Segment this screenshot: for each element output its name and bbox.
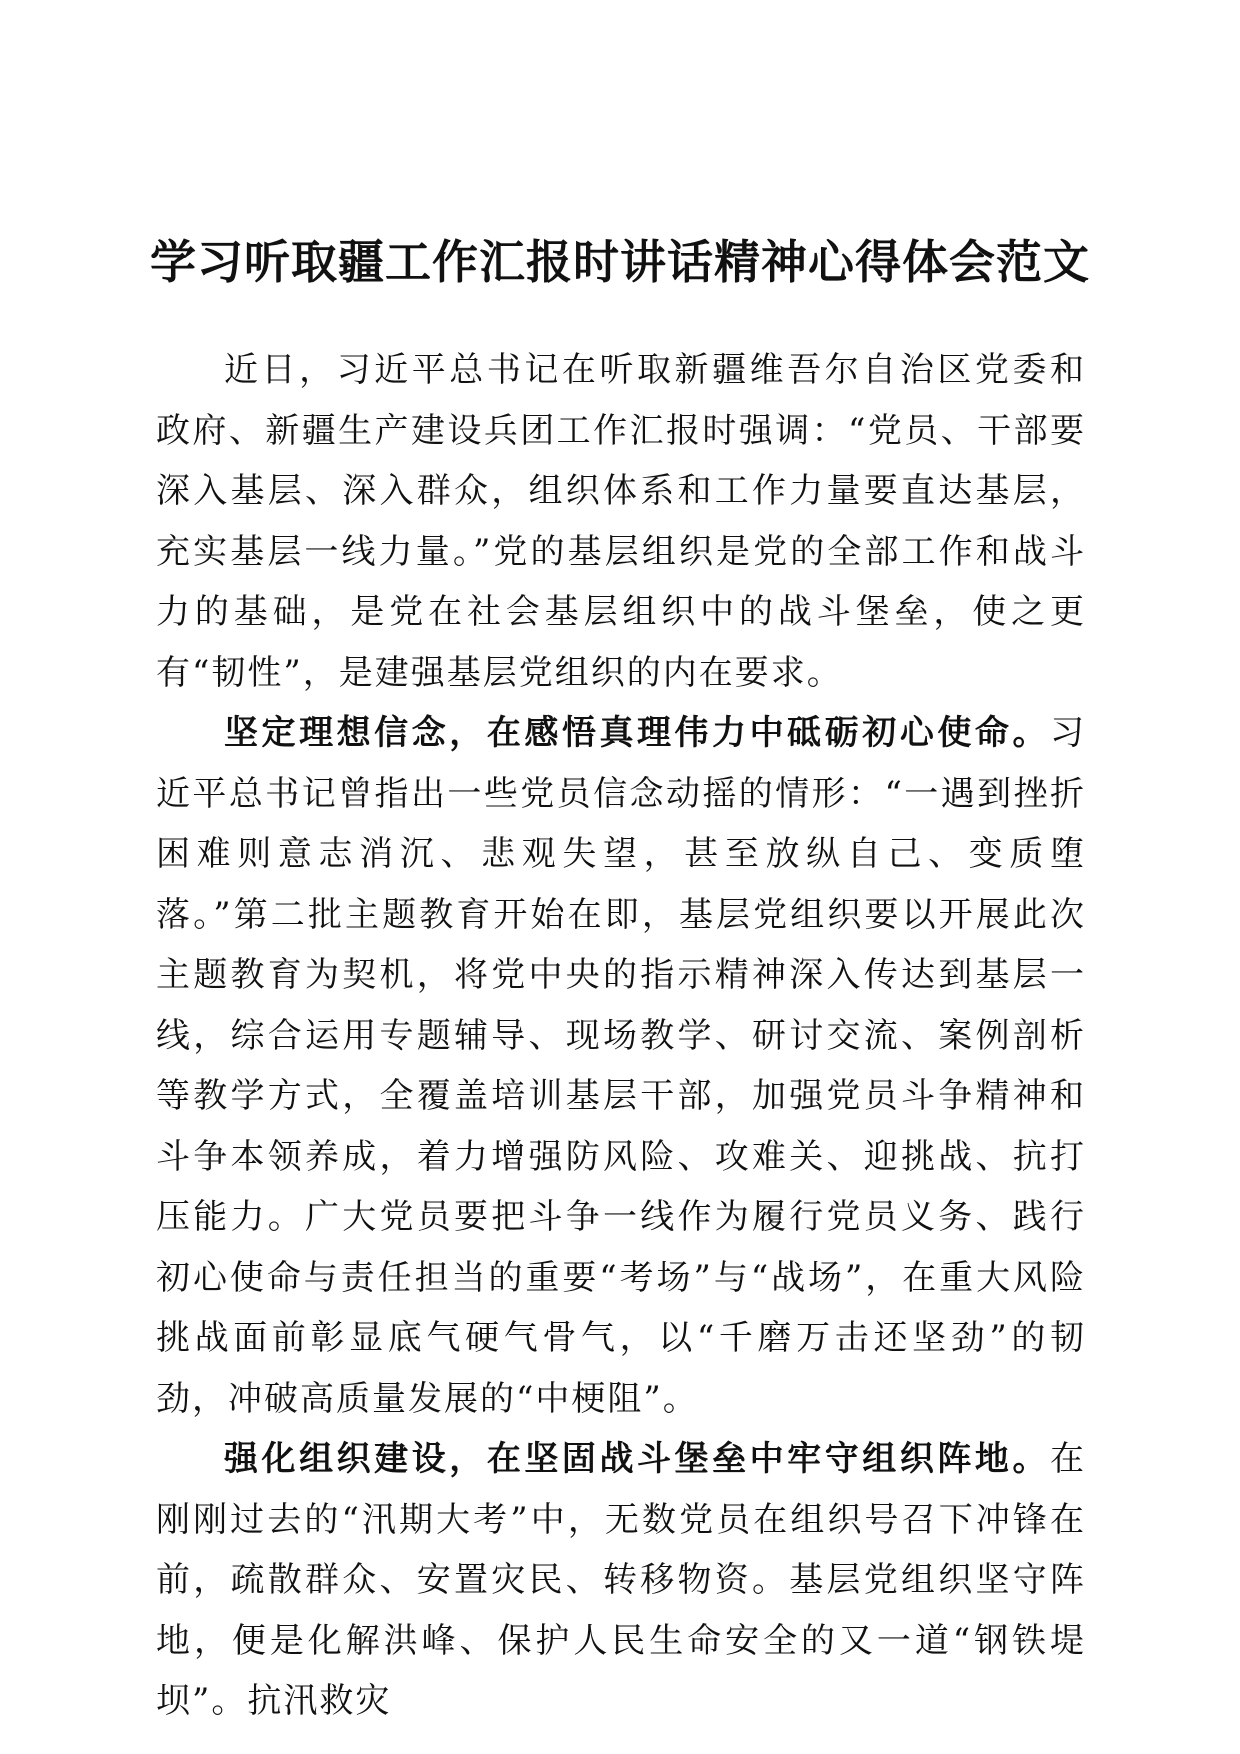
paragraph-organization [156, 1429, 1086, 1732]
paragraph-ideals [156, 703, 1086, 1429]
document-body [156, 340, 1086, 1732]
document-title: 学习听取疆工作汇报时讲话精神心得体会范文 [150, 235, 1090, 289]
paragraph-organization-text: 在刚刚过去的“汛期大考”中，无数党员在组织号召下冲锋在前，疏散群众、安置灾民、转移物资。基层党组织坚守阵地，便是化解洪峰、保护人民生命安全的又一道“钢铁堤坝”。抗汛救灾 [156, 1439, 1086, 1721]
paragraph-intro-text: 近日，习近平总书记在听取新疆维吾尔自治区党委和政府、新疆生产建设兵团工作汇报时强调：“党员、干部要深入基层、深入群众，组织体系和工作力量要直达基层，充实基层一线力量。”党的基层组织是党的全部工作和战斗力的基础，是党在社会基层组织中的战斗堡垒，使之更有“韧性”，是建强基层党组织的内在要求。 [156, 350, 1086, 693]
paragraph-ideals-text: 习近平总书记曾指出一些党员信念动摇的情形：“一遇到挫折困难则意志消沉、悲观失望，甚至放纵自己、变质堕落。”第二批主题教育开始在即，基层党组织要以开展此次主题教育为契机，将党中央的指示精神深入传达到基层一线，综合运用专题辅导、现场教学、研讨交流、案例剖析等教学方式，全覆盖培训基层干部，加强党员斗争精神和斗争本领养成，着力增强防风险、攻难关、迎挑战、抗打压能力。广大党员要把斗争一线作为履行党员义务、践行初心使命与责任担当的重要“考场”与“战场”，在重大风险挑战面前彰显底气硬气骨气，以“千磨万击还坚劲”的韧劲，冲破高质量发展的“中梗阻”。 [156, 713, 1086, 1419]
paragraph-organization-heading: 强化组织建设，在坚固战斗堡垒中牢守组织阵地。 [224, 1439, 1050, 1479]
paragraph-intro [156, 340, 1086, 703]
paragraph-ideals-heading: 坚定理想信念，在感悟真理伟力中砥砺初心使命。 [224, 713, 1050, 753]
